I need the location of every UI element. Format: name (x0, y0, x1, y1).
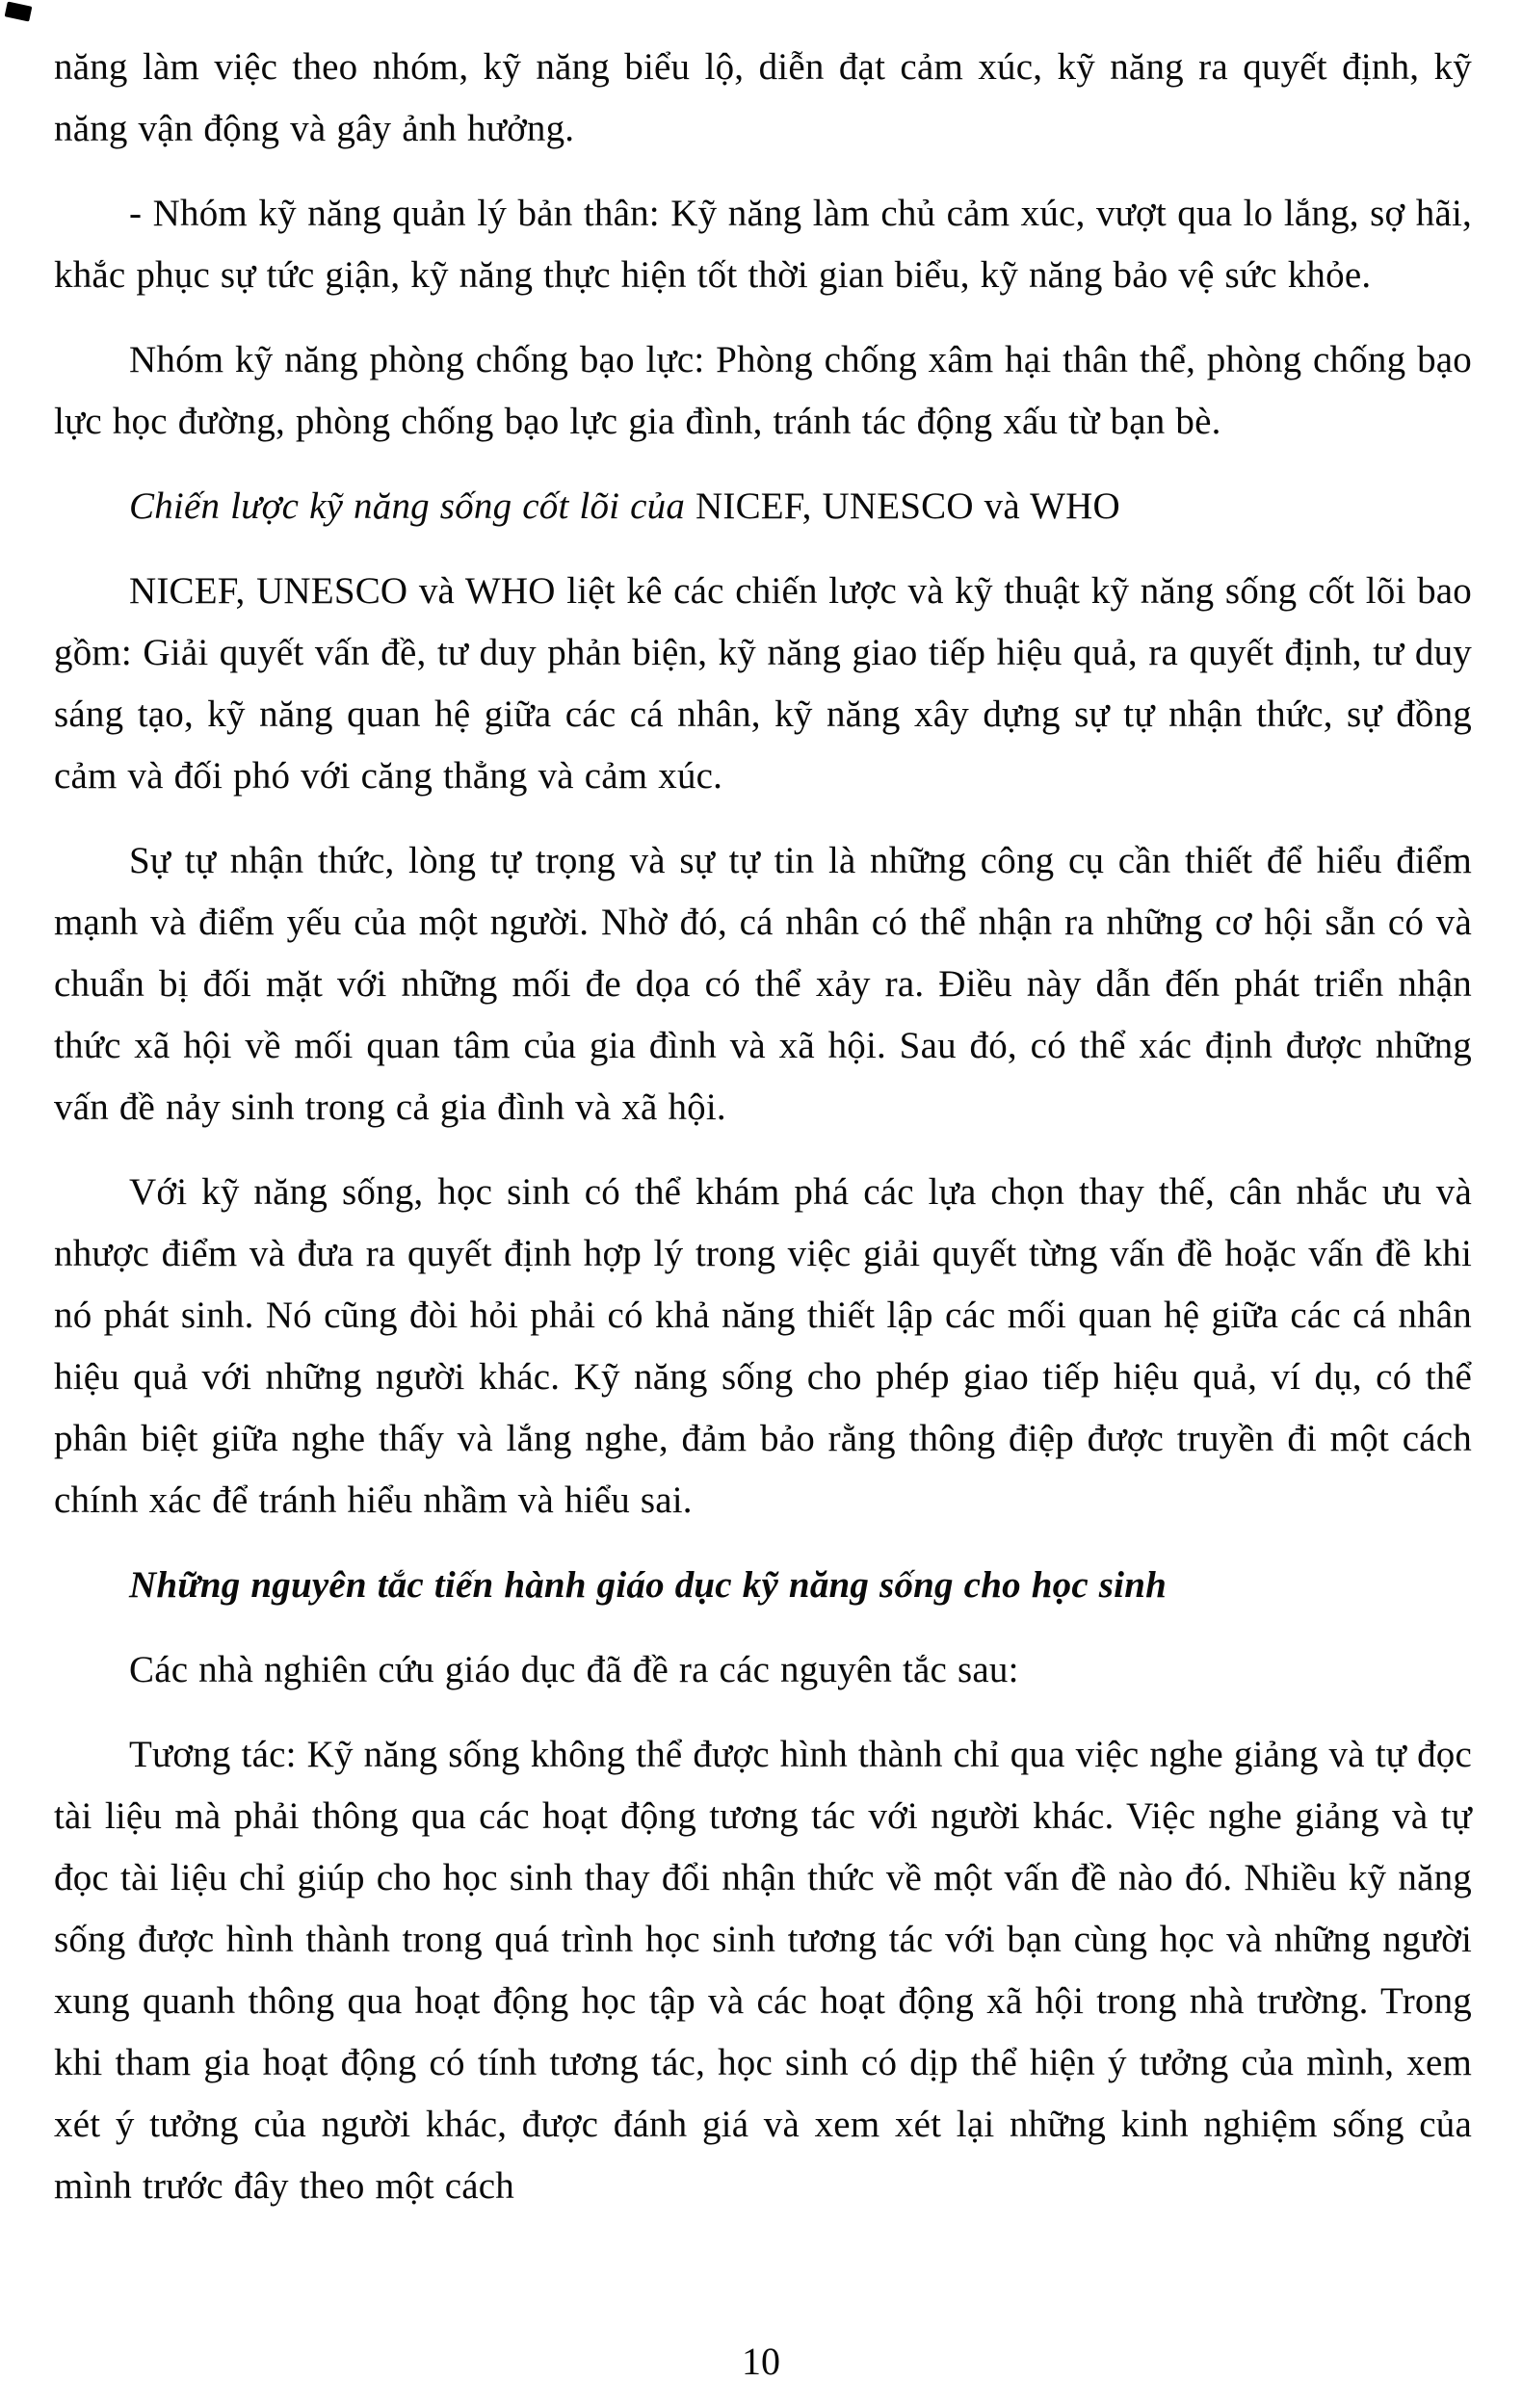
paragraph-skills-continuation: năng làm việc theo nhóm, kỹ năng biểu lộ, diễn đạt cảm xúc, kỹ năng ra quyết định, kỹ năng vận động và gây ảnh hưởng. (54, 46, 1472, 149)
paragraph-self-awareness: Sự tự nhận thức, lòng tự trọng và sự tự tin là những công cụ cần thiết để hiểu điểm mạnh và điểm yếu của một người. Nhờ đó, cá nhân có thể nhận ra những cơ hội sẵn có và chuẩn bị đối mặt với những mối đe dọa có thể xảy ra. Điều này dẫn đến phát triển nhận thức xã hội về mối quan tâm của gia đình và xã hội. Sau đó, có thể xác định được những vấn đề nảy sinh trong cả gia đình và xã hội. (54, 840, 1472, 1128)
subheading-organizations-text: NICEF, UNESCO và WHO (685, 485, 1120, 527)
page-number: 10 (742, 2340, 780, 2383)
paragraph-with-life-skills: Với kỹ năng sống, học sinh có thể khám phá các lựa chọn thay thế, cân nhắc ưu và nhược điểm và đưa ra quyết định hợp lý trong việc giải quyết từng vấn đề hoặc vấn đề khi nó phát sinh. Nó cũng đòi hỏi phải có khả năng thiết lập các mối quan hệ giữa các cá nhân hiệu quả với những người khác. Kỹ năng sống cho phép giao tiếp hiệu quả, ví dụ, có thể phân biệt giữa nghe thấy và lắng nghe, đảm bảo rằng thông điệp được truyền đi một cách chính xác để tránh hiểu nhầm và hiểu sai. (54, 1171, 1472, 1521)
paragraph-self-management-skills: - Nhóm kỹ năng quản lý bản thân: Kỹ năng làm chủ cảm xúc, vượt qua lo lắng, sợ hãi, khắc phục sự tức giận, kỹ năng thực hiện tốt thời gian biểu, kỹ năng bảo vệ sức khỏe. (54, 193, 1472, 296)
paragraph-interaction-principle: Tương tác: Kỹ năng sống không thể được hình thành chỉ qua việc nghe giảng và tự đọc tài liệu mà phải thông qua các hoạt động tương tác với người khác. Việc nghe giảng và tự đọc tài liệu chỉ giúp cho học sinh thay đổi nhận thức về một vấn đề nào đó. Nhiều kỹ năng sống được hình thành trong quá trình học sinh tương tác với bạn cùng học và những người xung quanh thông qua hoạt động học tập và các hoạt động xã hội trong nhà trường. Trong khi tham gia hoạt động có tính tương tác, học sinh có dịp thể hiện ý tưởng của mình, xem xét ý tưởng của người khác, được đánh giá và xem xét lại những kinh nghiệm sống của mình trước đây theo một cách (54, 1734, 1472, 2207)
paragraph-researchers-principles: Các nhà nghiên cứu giáo dục đã đề ra các nguyên tắc sau: (129, 1649, 1019, 1690)
scan-artifact (5, 1, 33, 21)
paragraph-core-strategies-list: NICEF, UNESCO và WHO liệt kê các chiến lược và kỹ thuật kỹ năng sống cốt lõi bao gồm: Giải quyết vấn đề, tư duy phản biện, kỹ năng giao tiếp hiệu quả, ra quyết định, tư duy sáng tạo, kỹ năng quan hệ giữa các cá nhân, kỹ năng xây dựng sự tự nhận thức, sự đồng cảm và đối phó với căng thẳng và cảm xúc. (54, 570, 1472, 797)
paragraph-violence-prevention-skills: Nhóm kỹ năng phòng chống bạo lực: Phòng chống xâm hại thân thể, phòng chống bạo lực học đường, phòng chống bạo lực gia đình, tránh tác động xấu từ bạn bè. (54, 339, 1472, 442)
paragraph-core-strategy-subheading (54, 476, 1472, 537)
section-heading-principles: Những nguyên tắc tiến hành giáo dục kỹ năng sống cho học sinh (129, 1564, 1167, 1606)
subheading-italic-text: Chiến lược kỹ năng sống cốt lõi của (129, 485, 686, 527)
